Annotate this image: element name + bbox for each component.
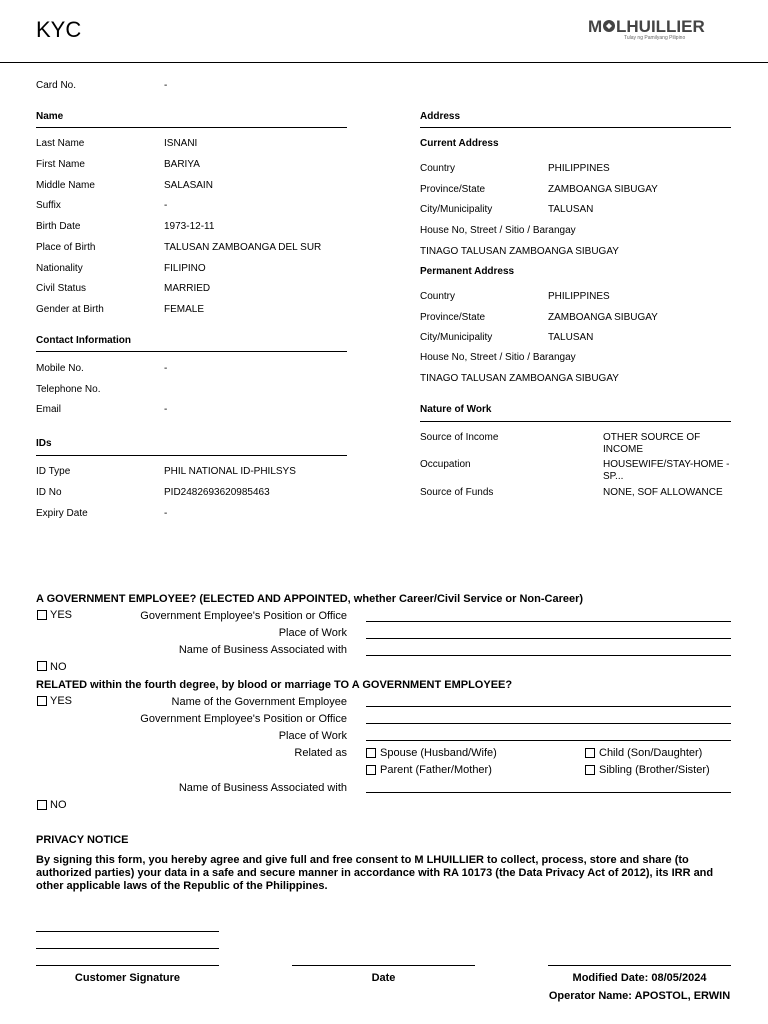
date-line[interactable]	[292, 965, 475, 966]
privacy-text: By signing this form, you hereby agree and give full and free consent to M LHUILLIER to collect, process, store and share (to authorized parties) your data in a safe and secure manner in accordance with RA 10173 (the Data Privacy Act of 2012), its IRR and other applicable laws of the Republic of the Philippines.	[36, 854, 714, 892]
name-row-value: ISNANI	[164, 138, 198, 149]
modified-date: Modified Date: 08/05/2024	[572, 972, 707, 984]
modified-line	[548, 965, 731, 966]
parent-label: Parent (Father/Mother)	[380, 764, 492, 776]
contact-row-label: Telephone No.	[36, 383, 101, 395]
id-row-value: PID2482693620985463	[164, 487, 270, 498]
permanent-address-row-label: City/Municipality	[420, 332, 493, 343]
related-yes-checkbox[interactable]	[37, 696, 47, 706]
permanent-address-row-value: TALUSAN	[548, 332, 594, 343]
related-business-line[interactable]	[366, 792, 731, 793]
address-heading: Address	[420, 111, 461, 122]
card-no-label: Card No.	[36, 80, 77, 91]
contact-heading: Contact Information	[36, 335, 131, 346]
name-row-label: Last Name	[36, 138, 85, 149]
address-divider	[420, 127, 731, 128]
current-address-row-label: Province/State	[420, 183, 486, 195]
svg-text:LHUILLIER: LHUILLIER	[616, 17, 705, 36]
gov-field-place: Place of Work	[278, 627, 347, 639]
gov-field-business: Name of Business Associated with	[178, 644, 347, 656]
privacy-heading: PRIVACY NOTICE	[36, 834, 129, 846]
name-row-label: Nationality	[36, 262, 83, 274]
name-divider	[36, 127, 347, 128]
current-address-heading: Current Address	[420, 138, 499, 149]
svg-text:Tulay ng Pamilyang Pilipino: Tulay ng Pamilyang Pilipino	[624, 35, 686, 41]
related-place-line[interactable]	[366, 740, 731, 741]
current-address-row-label: City/Municipality	[420, 204, 493, 215]
spouse-label: Spouse (Husband/Wife)	[380, 747, 497, 759]
permanent-address-heading: Permanent Address	[420, 266, 515, 277]
name-row-value: FILIPINO	[164, 262, 206, 274]
gov-no-label: NO	[50, 661, 67, 673]
permanent-address-row-value: PHILIPPINES	[548, 291, 610, 302]
spouse-checkbox[interactable]	[366, 748, 376, 758]
gov-place-line[interactable]	[366, 638, 731, 639]
mlhuillier-logo	[588, 17, 736, 41]
name-row-label: Birth Date	[36, 221, 81, 232]
name-row-label: Gender at Birth	[36, 304, 104, 315]
name-row-value: BARIYA	[164, 158, 200, 170]
name-row-value: MARRIED	[164, 283, 211, 295]
name-row-label: Civil Status	[36, 283, 87, 295]
gov-question: A GOVERNMENT EMPLOYEE? (ELECTED AND APPOINTED, whether Career/Civil Service or Non-Career)	[36, 593, 584, 605]
related-position-line[interactable]	[366, 723, 731, 724]
related-business-label: Name of Business Associated with	[178, 782, 347, 794]
ids-divider	[36, 455, 347, 456]
permanent-street-label: House No, Street / Sitio / Barangay	[420, 352, 576, 363]
related-field-position: Government Employee's Position or Office	[140, 713, 347, 725]
gov-yes-label: YES	[50, 609, 73, 621]
operator-name: Operator Name: APOSTOL, ERWIN	[548, 990, 731, 1002]
name-row-label: Suffix	[36, 200, 61, 212]
work-label-occupation: Occupation	[420, 459, 471, 470]
gov-yes-checkbox[interactable]	[37, 610, 47, 620]
name-row-value: TALUSAN ZAMBOANGA DEL SUR	[164, 241, 322, 253]
name-row-label: First Name	[36, 158, 85, 170]
related-name-line[interactable]	[366, 706, 731, 707]
current-address-row-value: ZAMBOANGA SIBUGAY	[548, 183, 658, 195]
child-label: Child (Son/Daughter)	[599, 747, 703, 759]
current-address-row-value: TALUSAN	[548, 204, 594, 215]
permanent-street-value: TINAGO TALUSAN ZAMBOANGA SIBUGAY	[420, 373, 619, 384]
work-value-occupation: HOUSEWIFE/STAY-HOME -SP...	[603, 459, 730, 482]
gov-field-position: Government Employee's Position or Office	[140, 610, 347, 622]
parent-checkbox[interactable]	[366, 765, 376, 775]
work-heading: Nature of Work	[420, 404, 492, 415]
contact-row-label: Mobile No.	[36, 363, 84, 374]
gov-position-line[interactable]	[366, 621, 731, 622]
id-row-label: ID No	[36, 487, 62, 498]
contact-row-label: Email	[36, 404, 62, 415]
svg-text:M: M	[588, 17, 603, 36]
related-as-label: Related as	[294, 747, 347, 759]
child-checkbox[interactable]	[585, 748, 595, 758]
name-row-label: Place of Birth	[36, 241, 96, 253]
permanent-address-row-label: Province/State	[420, 311, 486, 323]
related-yes-label: YES	[50, 695, 73, 707]
work-label-funds: Source of Funds	[420, 487, 494, 498]
work-value-income: OTHER SOURCE OF INCOME	[603, 432, 701, 455]
id-row-label: Expiry Date	[36, 508, 88, 519]
related-field-name: Name of the Government Employee	[171, 696, 347, 708]
name-row-value: FEMALE	[164, 304, 205, 315]
id-row-value: PHIL NATIONAL ID-PHILSYS	[164, 466, 296, 477]
current-address-row-label: Country	[420, 163, 456, 174]
signature-line-3[interactable]	[36, 965, 219, 966]
contact-row-value: -	[164, 404, 168, 415]
permanent-address-row-value: ZAMBOANGA SIBUGAY	[548, 311, 658, 323]
name-row-value: -	[164, 200, 168, 212]
card-no-value: -	[164, 80, 168, 91]
date-label: Date	[371, 972, 396, 984]
name-row-value: SALASAIN	[164, 179, 213, 191]
current-street-label: House No, Street / Sitio / Barangay	[420, 225, 576, 236]
related-question: RELATED within the fourth degree, by blood or marriage TO A GOVERNMENT EMPLOYEE?	[36, 679, 513, 691]
related-no-label: NO	[50, 799, 67, 811]
work-divider	[420, 421, 731, 422]
signature-line-2[interactable]	[36, 948, 219, 949]
signature-line-1[interactable]	[36, 931, 219, 932]
work-value-funds: NONE, SOF ALLOWANCE	[603, 487, 723, 498]
name-heading: Name	[36, 111, 64, 122]
gov-no-checkbox[interactable]	[37, 661, 47, 671]
name-row-value: 1973-12-11	[164, 221, 215, 232]
sibling-checkbox[interactable]	[585, 765, 595, 775]
permanent-address-row-label: Country	[420, 291, 456, 302]
work-label-income: Source of Income	[420, 432, 499, 443]
id-row-value: -	[164, 508, 168, 519]
page-title: KYC	[36, 17, 82, 42]
related-field-place: Place of Work	[278, 730, 347, 742]
gov-business-line[interactable]	[366, 655, 731, 656]
sibling-label: Sibling (Brother/Sister)	[599, 764, 710, 776]
customer-signature-label: Customer Signature	[74, 972, 181, 984]
contact-row-value: -	[164, 363, 168, 374]
current-street-value: TINAGO TALUSAN ZAMBOANGA SIBUGAY	[420, 246, 619, 257]
related-no-checkbox[interactable]	[37, 800, 47, 810]
header-divider	[0, 62, 768, 63]
current-address-row-value: PHILIPPINES	[548, 163, 610, 174]
name-row-label: Middle Name	[36, 179, 95, 191]
id-row-label: ID Type	[36, 466, 71, 477]
contact-divider	[36, 351, 347, 352]
ids-heading: IDs	[36, 438, 52, 449]
